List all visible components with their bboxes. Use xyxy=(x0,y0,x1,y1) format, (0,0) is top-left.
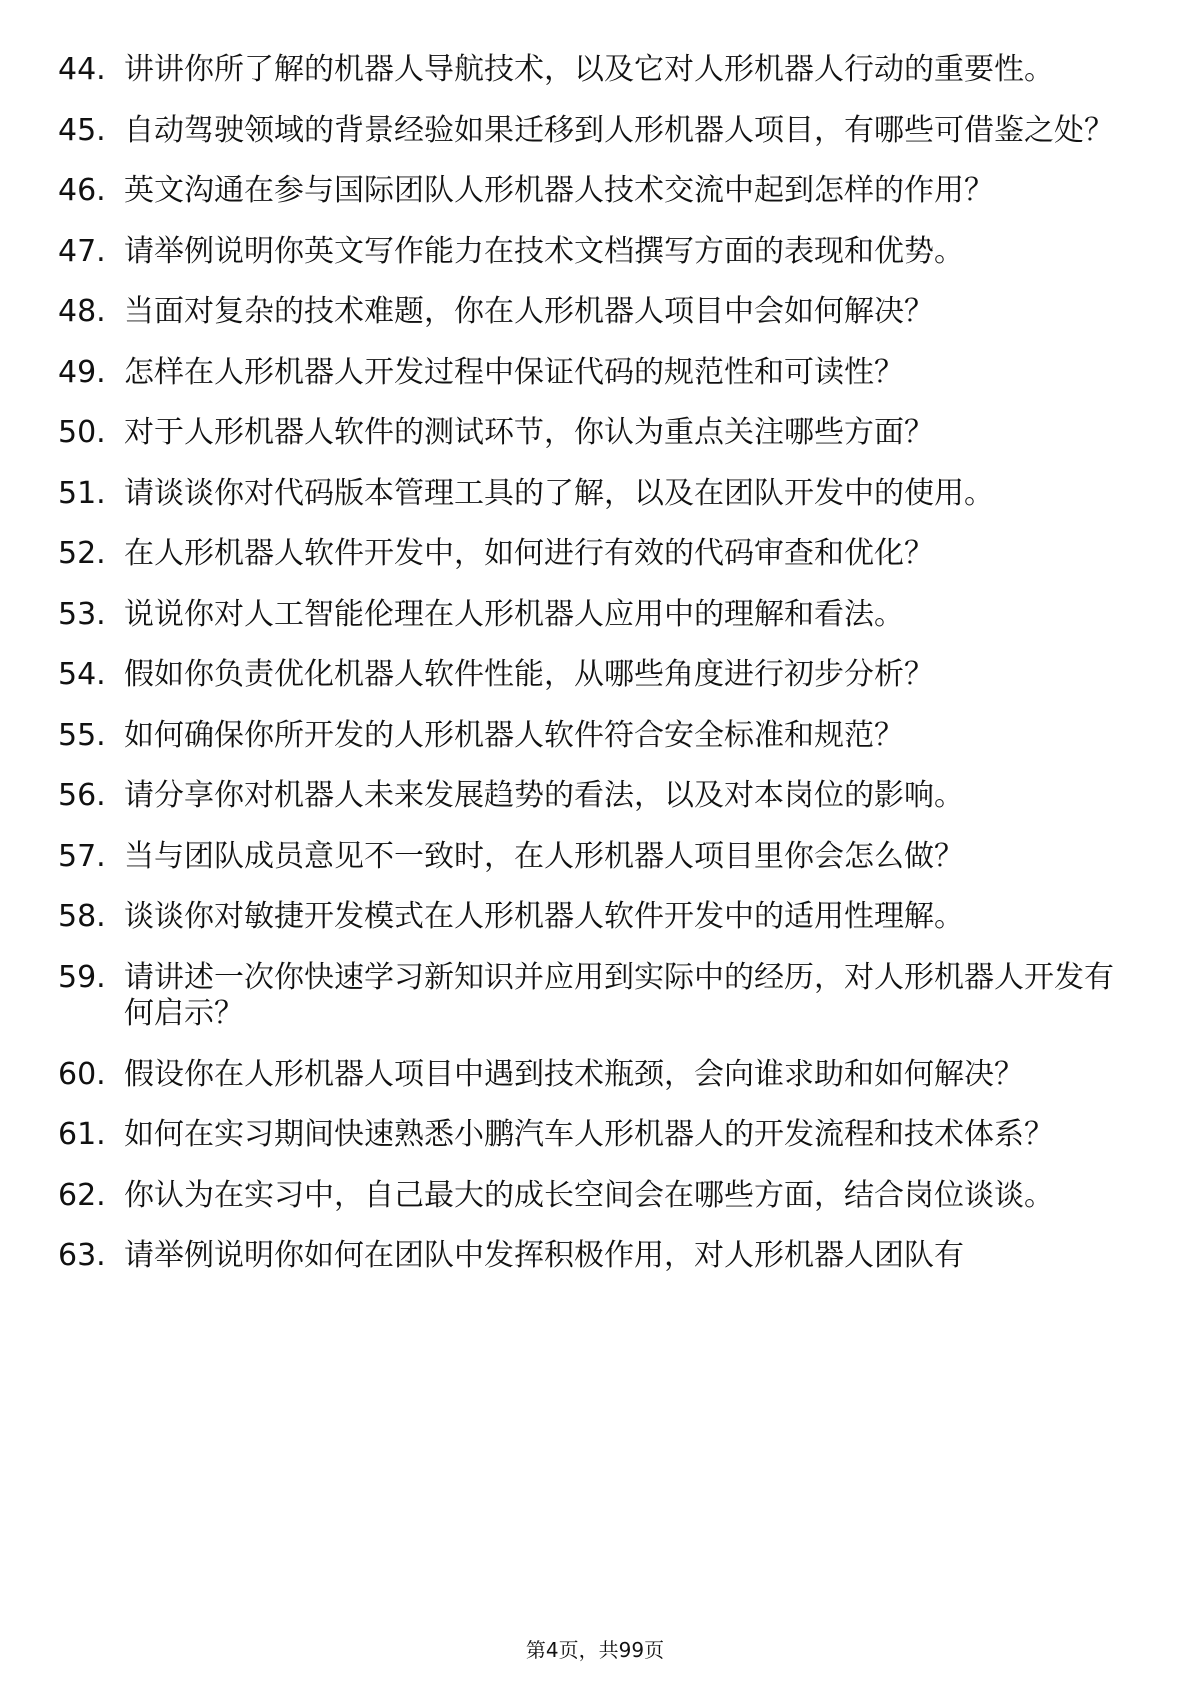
page-footer: 第4页，共99页 xyxy=(525,1638,665,1662)
question-text: 自动驾驶领域的背景经验如果迁移到人形机器人项目，有哪些可借鉴之处？ xyxy=(124,112,1114,148)
question-number: 50. xyxy=(58,415,106,450)
question-item xyxy=(58,476,1118,513)
question-item xyxy=(58,597,1118,634)
question-text: 英文沟通在参与国际团队人形机器人技术交流中起到怎样的作用？ xyxy=(124,173,994,208)
question-item xyxy=(58,718,1118,755)
question-item xyxy=(58,113,1118,150)
question-item xyxy=(58,778,1118,815)
question-text: 请谈谈你对代码版本管理工具的了解，以及在团队开发中的使用。 xyxy=(124,475,994,511)
question-text: 当面对复杂的技术难题，你在人形机器人项目中会如何解决？ xyxy=(124,294,934,329)
question-number: 53. xyxy=(58,596,106,632)
question-item xyxy=(58,1117,1118,1154)
question-text: 你认为在实习中，自己最大的成长空间会在哪些方面，结合岗位谈谈。 xyxy=(124,1177,1054,1213)
question-text: 对于人形机器人软件的测试环节，你认为重点关注哪些方面？ xyxy=(124,415,934,450)
question-item xyxy=(58,899,1118,936)
question-item xyxy=(58,173,1118,210)
question-text: 在人形机器人软件开发中，如何进行有效的代码审查和优化？ xyxy=(124,536,934,571)
question-number: 58. xyxy=(58,899,106,934)
question-text: 怎样在人形机器人开发过程中保证代码的规范性和可读性？ xyxy=(124,354,904,390)
question-text: 如何确保你所开发的人形机器人软件符合安全标准和规范？ xyxy=(124,717,904,753)
question-number: 49. xyxy=(58,354,106,390)
question-item xyxy=(58,294,1118,331)
question-number: 54. xyxy=(58,657,106,692)
question-text: 当与团队成员意见不一致时，在人形机器人项目里你会怎么做？ xyxy=(124,838,964,874)
question-number: 46. xyxy=(58,173,106,208)
question-number: 47. xyxy=(58,233,106,269)
question-number: 59. xyxy=(58,959,106,995)
question-number: 55. xyxy=(58,717,106,753)
question-item xyxy=(58,1178,1118,1215)
question-number: 44. xyxy=(58,52,106,87)
question-text: 如何在实习期间快速熟悉小鹏汽车人形机器人的开发流程和技术体系？ xyxy=(124,1117,1054,1152)
question-number: 56. xyxy=(58,778,106,813)
question-item xyxy=(58,355,1118,392)
question-text: 假设你在人形机器人项目中遇到技术瓶颈，会向谁求助和如何解决？ xyxy=(124,1056,1024,1092)
question-item xyxy=(58,52,1118,89)
question-number: 52. xyxy=(58,536,106,571)
question-number: 62. xyxy=(58,1177,106,1213)
question-item xyxy=(58,1057,1118,1094)
question-list xyxy=(58,52,1118,1299)
question-number: 45. xyxy=(58,112,106,148)
question-number: 61. xyxy=(58,1117,106,1152)
question-number: 60. xyxy=(58,1056,106,1092)
question-text: 请举例说明你英文写作能力在技术文档撰写方面的表现和优势。 xyxy=(124,233,964,269)
question-number: 48. xyxy=(58,294,106,329)
question-text: 请讲述一次你快速学习新知识并应用到实际中的经历，对人形机器人开发有何启示？ xyxy=(124,959,1114,1031)
question-text: 讲讲你所了解的机器人导航技术，以及它对人形机器人行动的重要性。 xyxy=(124,52,1054,87)
question-item xyxy=(58,1238,1118,1275)
question-item xyxy=(58,839,1118,876)
question-item xyxy=(58,234,1118,271)
question-number: 51. xyxy=(58,475,106,511)
question-text: 请分享你对机器人未来发展趋势的看法，以及对本岗位的影响。 xyxy=(124,778,964,813)
question-text: 请举例说明你如何在团队中发挥积极作用，对人形机器人团队有 xyxy=(124,1238,964,1273)
question-item xyxy=(58,415,1118,452)
question-number: 57. xyxy=(58,838,106,874)
question-text: 谈谈你对敏捷开发模式在人形机器人软件开发中的适用性理解。 xyxy=(124,899,964,934)
question-item xyxy=(58,960,1118,1033)
question-text: 说说你对人工智能伦理在人形机器人应用中的理解和看法。 xyxy=(124,596,904,632)
question-item xyxy=(58,657,1118,694)
question-item xyxy=(58,536,1118,573)
question-number: 63. xyxy=(58,1238,106,1273)
question-text: 假如你负责优化机器人软件性能，从哪些角度进行初步分析？ xyxy=(124,657,934,692)
